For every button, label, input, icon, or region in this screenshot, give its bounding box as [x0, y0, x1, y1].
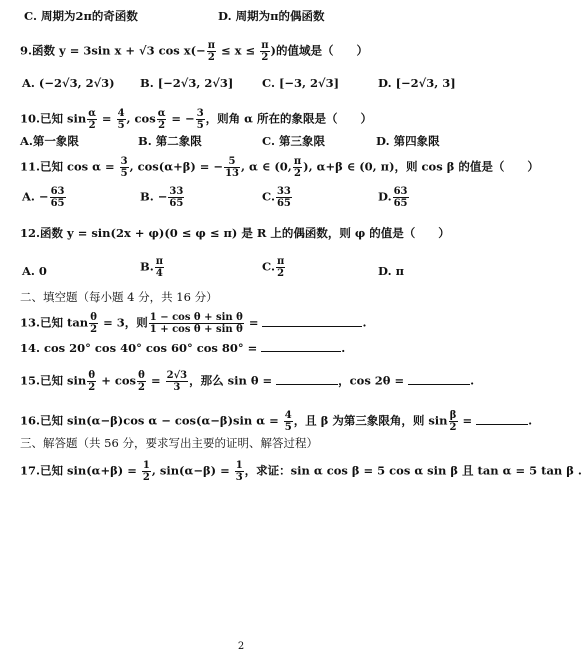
- q12-option-c: C. $\frac{\pi}{2}$: [262, 256, 285, 279]
- q9-option-c: C. [−3, 2√3]: [262, 76, 340, 90]
- q9-option-b: B. [−2√3, 2√3]: [140, 76, 234, 90]
- q11-option-b: B. − $\frac{33}{65}$: [140, 186, 184, 209]
- question-14: 14. cos 20° cos 40° cos 60° cos 80° = .: [20, 341, 346, 355]
- q10-option-b: B. 第二象限: [138, 134, 202, 148]
- q14-answer-blank[interactable]: [261, 340, 341, 352]
- question-12: 12.函数 y = sin(2x + φ)(0 ≤ φ ≤ π) 是 R 上的偶函数，则 φ 的值是（ ）: [20, 226, 450, 240]
- q9-option-a: A. (−2√3, 2√3): [22, 76, 115, 90]
- q16-answer-blank[interactable]: [476, 413, 528, 425]
- question-17: 17.已知 sin(α+β) = $\frac{1}{2}$ , sin(α−β) = $\frac{1}{3}$ ，求证：sin α cos β = 5 cos α sin β 且 tan α = 5 tan β .: [20, 460, 582, 483]
- q12-option-a: A. 0: [22, 264, 47, 278]
- option-d: D. 周期为π的偶函数: [218, 9, 325, 23]
- q12-option-d: D. π: [378, 264, 404, 278]
- q10-option-d: D. 第四象限: [376, 134, 440, 148]
- q15-cos-answer-blank[interactable]: [408, 373, 470, 385]
- question-11: 11.已知 cos α = $\frac{3}{5}$ , cos(α+β) = − $\frac{5}{13}$ , α ∈ (0, $\frac{\pi}{2}$ ), α+β ∈ (0, π)，则 cos β 的值是（ ）: [20, 156, 539, 179]
- page-number: 2: [237, 641, 245, 652]
- q12-option-b: B. $\frac{\pi}{4}$: [140, 256, 164, 279]
- section-2-heading: 二、填空题（每小题 4 分，共 16 分）: [20, 290, 218, 304]
- q9-option-d: D. [−2√3, 3]: [378, 76, 456, 90]
- option-c: C. 周期为2π的奇函数: [24, 9, 138, 23]
- q15-sin-answer-blank[interactable]: [276, 373, 338, 385]
- q11-option-d: D. $\frac{63}{65}$: [378, 186, 408, 209]
- section-3-heading: 三、解答题（共 56 分，要求写出主要的证明、解答过程）: [20, 436, 318, 450]
- question-10: 10.已知 sin $\frac{\alpha}{2}$ = $\frac{4}{5}$ , cos $\frac{\alpha}{2}$ = − $\frac{3}{5}$ ，则角 α 所在的象限是（ ）: [20, 108, 373, 131]
- q10-option-a: A.第一象限: [20, 134, 79, 148]
- q11-option-c: C. $\frac{33}{65}$: [262, 186, 291, 209]
- q13-answer-blank[interactable]: [262, 315, 362, 327]
- question-9: 9.函数 y = 3sin x + √3 cos x(− $\frac{\pi}{2}$ ≤ x ≤ $\frac{\pi}{2}$ )的值域是（ ）: [20, 40, 368, 63]
- question-16: 16.已知 sin(α−β)cos α − cos(α−β)sin α = $\frac{4}{5}$ ，且 β 为第三象限角，则 sin $\frac{\beta}{2}$ = .: [20, 410, 533, 433]
- question-15: 15.已知 sin $\frac{\theta}{2}$ + cos $\frac{\theta}{2}$ = $\frac{2√3}{3}$ ，那么 sin θ = ，cos 2θ = .: [20, 370, 475, 393]
- question-13: 13.已知 tan $\frac{\theta}{2}$ = 3，则 $\frac{\text{1 − cos θ + sin θ}}{\text{1 + cos θ + sin θ}}$ = .: [20, 312, 367, 335]
- q10-option-c: C. 第三象限: [262, 134, 325, 148]
- q11-option-a: A. − $\frac{63}{65}$: [22, 186, 65, 209]
